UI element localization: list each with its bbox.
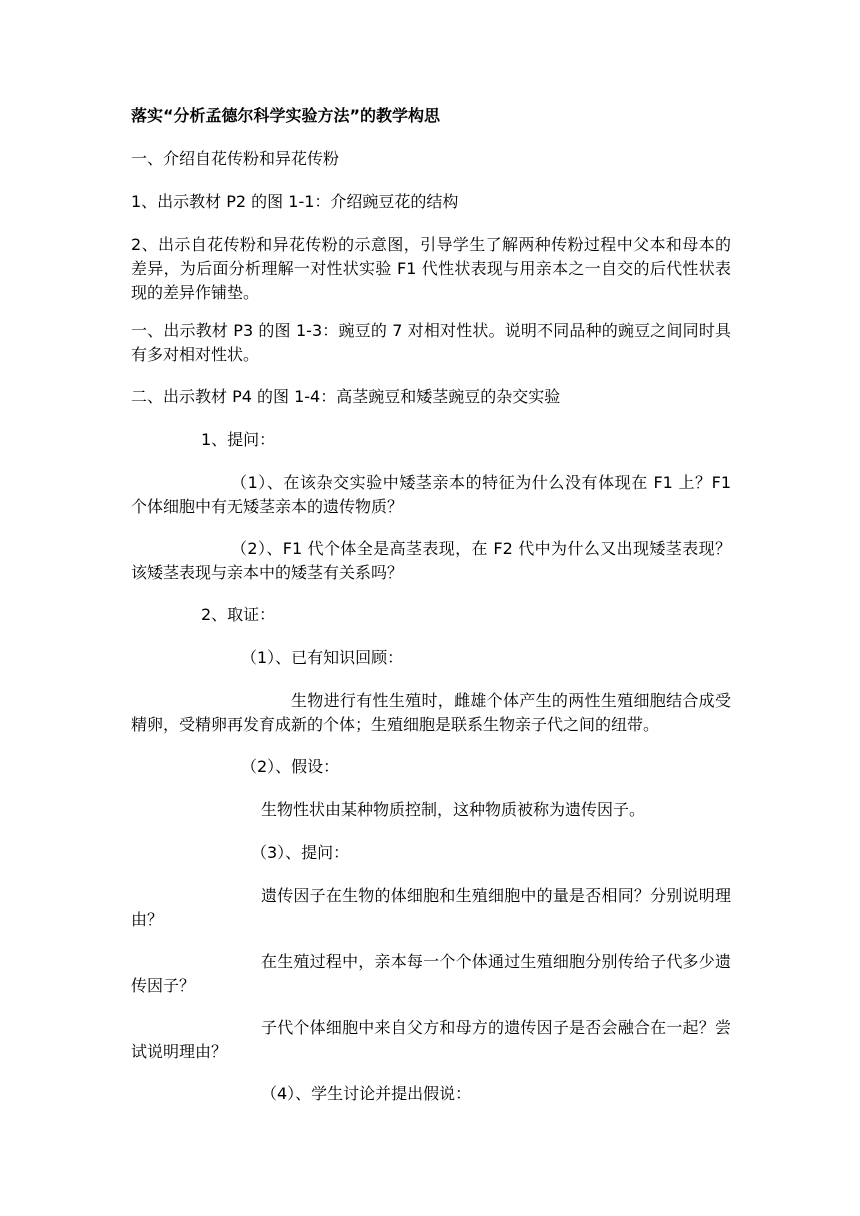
sub-item: （3）、提问： — [251, 843, 350, 862]
sub-item: （4）、学生讨论并提出假说： — [261, 1084, 472, 1103]
paragraph: 一、出示教材 P3 的图 1-3：豌豆的 7 对相对性状。说明不同品种的豌豆之间同时具有多对相对性状。 — [131, 321, 731, 364]
section-heading: 二、出示教材 P4 的图 1-4：高茎豌豆和矮茎豌豆的杂交实验 — [131, 387, 561, 406]
section-heading: 一、介绍自花传粉和异花传粉 — [131, 149, 340, 168]
question-item: （2）、F1 代个体全是高茎表现，在 F2 代中为什么又出现矮茎表现？该矮茎表现与亲本中的矮茎有关系吗？ — [131, 539, 731, 582]
paragraph: 遗传因子在生物的体细胞和生殖细胞中的量是否相同？分别说明理由？ — [131, 886, 731, 929]
paragraph: 生物性状由某种物质控制，这种物质被称为遗传因子。 — [261, 800, 646, 819]
sub-heading: 1、提问： — [201, 430, 276, 449]
question-item: （1）、在该杂交实验中矮茎亲本的特征为什么没有体现在 F1 上？F1 个体细胞中有无矮茎亲本的遗传物质？ — [131, 473, 731, 516]
sub-heading: 2、取证： — [201, 605, 276, 624]
paragraph: 子代个体细胞中来自父方和母方的遗传因子是否会融合在一起？尝试说明理由？ — [131, 1018, 731, 1061]
document-title: 落实“分析孟德尔科学实验方法”的教学构思 — [131, 106, 441, 125]
paragraph: 1、出示教材 P2 的图 1-1：介绍豌豆花的结构 — [131, 192, 459, 211]
paragraph: 在生殖过程中，亲本每一个个体通过生殖细胞分别传给子代多少遗传因子？ — [131, 952, 731, 995]
sub-item: （1）、已有知识回顾： — [241, 648, 404, 667]
paragraph: 2、出示自花传粉和异花传粉的示意图，引导学生了解两种传粉过程中父本和母本的差异，为后面分析理解一对性状实验 F1 代性状表现与用亲本之一自交的后代性状表现的差异作铺垫。 — [131, 235, 731, 302]
sub-item: （2）、假设： — [241, 757, 340, 776]
paragraph: 生物进行有性生殖时，雌雄个体产生的两性生殖细胞结合成受精卵，受精卵再发育成新的个体；生殖细胞是联系生物亲子代之间的纽带。 — [131, 691, 731, 734]
